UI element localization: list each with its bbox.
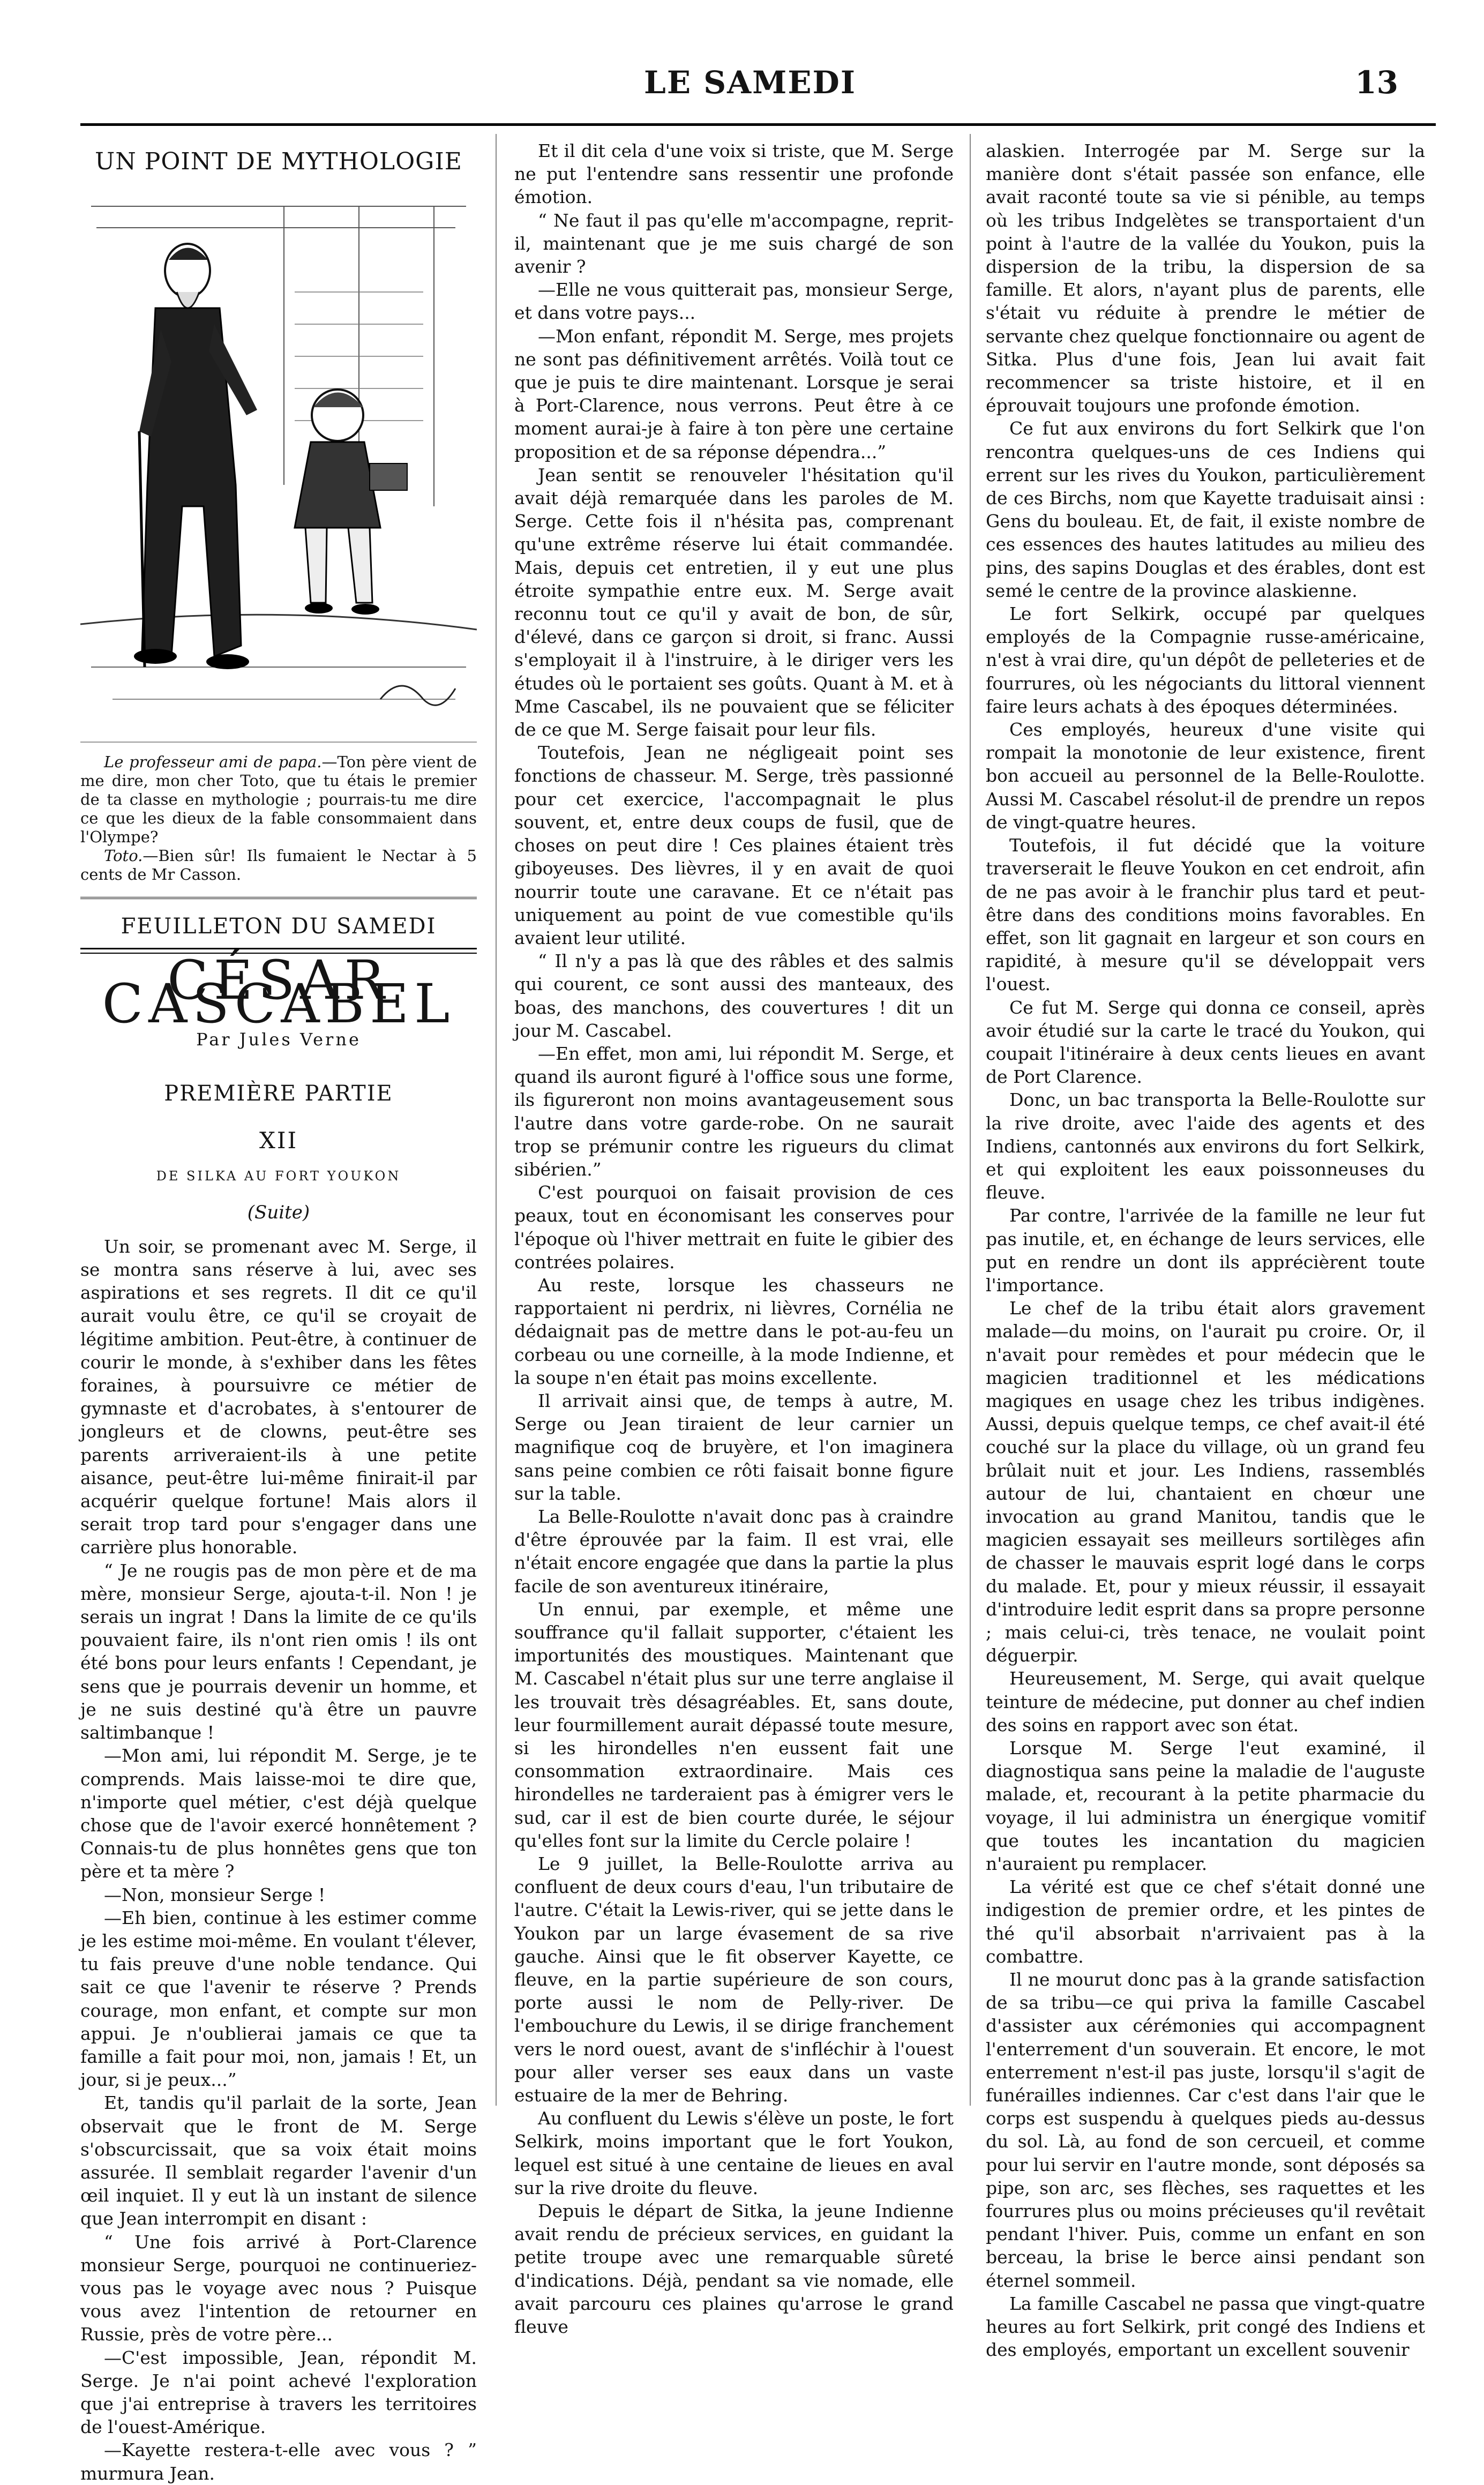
col2-paragraph: Au reste, lorsque les chasseurs ne rapportaient ni perdrix, ni lièvres, Cornélia ne dédaignait pas de mettre dans le pot-au-feu un corbeau ou une corneille, à la mode Indienne, et la soupe n'en était pas moins excellente. — [514, 1274, 954, 1388]
caption-speaker-2: Toto. — [104, 847, 143, 865]
col3-paragraph: Par contre, l'arrivée de la famille ne leur fut pas inutile, et, en échange de leurs services, elle put en rendre un dont ils apprécièrent toute l'importance. — [986, 1205, 1425, 1296]
cartoon-illustration — [80, 185, 477, 753]
col3-paragraph: Le chef de la tribu était alors gravement malade—du moins, on l'aurait pu croire. Or, il n'avait pour remèdes et pour médecin que le magicien traditionnel et les médications magiques en usage chez les tribus indigènes. Aussi, depuis quelque temps, ce chef avait-il été couché sur la place du village, où un grand feu brûlait nuit et jour. Les Indiens, rassemblés autour de lui, chantaient en chœur une invocation au grand Manitou, tandis que le magicien essayait ses meilleurs sortilèges afin de chasser le mauvais esprit logé dans le corps du malade. Et, pour y mieux réussir, il essayait d'introduire ledit esprit dans sa propre personne ; mais celui-ci, très tenace, ne voulait point déguerpir. — [986, 1298, 1425, 1666]
continued-note: (Suite) — [247, 1201, 310, 1223]
col2-paragraph: Le 9 juillet, la Belle-Roulotte arriva au confluent de deux cours d'eau, l'un tributaire de l'autre. C'était la Lewis-river, qui se jette dans le Youkon par un large évasement de sa rive gauche. Ainsi que le fit observer Kayette, ce fleuve, en la partie supérieure de son cours, porte aussi le nom de Pelly-river. De l'embouchure du Lewis, il se dirige franchement vers le nord ouest, avant de s'infléchir à l'ouest pour aller verser ses eaux dans un vaste estuaire de la mer de Behring. — [514, 1853, 954, 2106]
page-number: 13 — [1355, 64, 1398, 101]
col2-paragraph: Et il dit cela d'une voix si triste, que M. Serge ne put l'entendre sans ressentir une profonde émotion. — [514, 140, 954, 208]
col3-paragraph: Heureusement, M. Serge, qui avait quelque teinture de médecine, put donner au chef indien des soins en rapport avec son état. — [986, 1668, 1425, 1735]
cartoon-caption — [80, 753, 477, 884]
feuilleton-heading: FEUILLETON DU SAMEDI — [121, 914, 437, 939]
col3-paragraph: La famille Cascabel ne passa que vingt-quatre heures au fort Selkirk, prit congé des Indiens et des employés, emportant un excellent souvenir — [986, 2293, 1425, 2361]
page-header — [80, 64, 1420, 118]
col1-paragraph: “ Je ne rougis pas de mon père et de ma mère, monsieur Serge, ajouta-t-il. Non ! je serais un ingrat ! Dans la limite de ce qu'ils pouvaient faire, ils n'ont rien omis ! ils ont été bons pour leurs enfants ! Cependant, je sens que je pourrais devenir un homme, et je ne suis destiné qu'à être un pauvre saltimbanque ! — [80, 1560, 477, 1743]
col2-paragraph: —Mon enfant, répondit M. Serge, mes projets ne sont pas définitivement arrêtés. Voilà tout ce que je puis te dire maintenant. Lorsque je serai à Port-Clarence, nous verrons. Peut être à ce moment aurai-je à faire à ton père une certaine proposition et de sa réponse dépendra...” — [514, 325, 954, 462]
col3-paragraph: Le fort Selkirk, occupé par quelques employés de la Compagnie russe-américaine, n'est à vrai dire, qu'un dépôt de pelleteries et de fourrures, où les négociants du littoral viennent faire leurs achats à des époques déterminées. — [986, 603, 1425, 717]
column-divider-1 — [496, 134, 497, 2106]
col2-paragraph: “ Il n'y a pas là que des râbles et des salmis qui courent, ce sont aussi des manteaux, des boas, des manchons, des couvertures ! dit un jour M. Cascabel. — [514, 950, 954, 1041]
column-2 — [514, 139, 954, 2338]
col3-paragraph: alaskien. Interrogée par M. Serge sur la manière dont s'était passée son enfance, elle avait raconté toute sa vie si pénible, au temps où les tribus Indgelètes se transportaient d'un point à l'autre de la vallée du Youkon, puis la dispersion de la tribu, la dispersion de sa famille. Et alors, n'ayant plus de parents, elle s'était vu réduite à prendre le métier de servante chez quelque fonctionnaire ou agent de Sitka. Plus d'une fois, Jean lui avait fait recommencer sa triste histoire, et il en éprouvait toujours une profonde émotion. — [986, 140, 1425, 416]
col3-paragraph: Ces employés, heureux d'une visite qui rompait la monotonie de leur existence, firent bon accueil au personnel de la Belle-Roulotte. Aussi M. Cascabel résolut-il de prendre un repos de vingt-quatre heures. — [986, 719, 1425, 833]
col3-paragraph: Donc, un bac transporta la Belle-Roulotte sur la rive droite, avec l'aide des agents et des Indiens, cantonnés aux environs du fort Selkirk, et qui exploitent les eaux poissonneuses du fleuve. — [986, 1089, 1425, 1203]
col1-paragraph: —Mon ami, lui répondit M. Serge, je te comprends. Mais laisse-moi te dire que, n'importe quel métier, c'est déjà quelque chose que de l'avoir exercé honnêtement ? Connais-tu de plus honnêtes gens que ton père et ta mère ? — [80, 1745, 477, 1882]
col2-paragraph: —En effet, mon ami, lui répondit M. Serge, et quand ils auront figuré à l'office sous une forme, ils figureront non moins avantageusement sous l'autre dans votre garde-robe. On ne saurait trop se prémunir contre les rigueurs du climat sibérien.” — [514, 1043, 954, 1180]
serial-author: Par Jules Verne — [196, 1029, 361, 1050]
col3-paragraph: Ce fut M. Serge qui donna ce conseil, après avoir étudié sur la carte le tracé du Youkon, qui coupait l'itinéraire à deux cents lieues en avant de Port Clarence. — [986, 997, 1425, 1088]
col3-paragraph: Ce fut aux environs du fort Selkirk que l'on rencontra quelques-uns de ces Indiens qui errent sur les rives du Youkon, particulièrement de ces Birchs, nom que Kayette traduisait ainsi : Gens du bouleau. Et, de fait, il existe nombre de ces essences des hautes latitudes au milieu des pins, des sapins Douglas et des érables, dont est semé le centre de la province alaskienne. — [986, 418, 1425, 601]
col3-paragraph: Lorsque M. Serge l'eut examiné, il diagnostiqua sans peine la maladie de l'auguste malade, et, recourant à la petite pharmacie du voyage, il lui administra un énergique vomitif que toutes les incantation du magicien n'auraient pu remplacer. — [986, 1738, 1425, 1875]
col1-paragraph: —Eh bien, continue à les estimer comme je les estime moi-même. En voulant t'élever, tu fais preuve d'une noble tendance. Qui sait ce que l'avenir te réserve ? Prends courage, mon enfant, et compte sur mon appui. Je n'oublierai jamais ce que ta famille a fait pour moi, non, jamais ! Et, un jour, si je peux...” — [80, 1907, 477, 2091]
column-divider-2 — [970, 134, 971, 2106]
col1-paragraph: Et, tandis qu'il parlait de la sorte, Jean observait que le front de M. Serge s'obscurcissait, que sa voix était moins assurée. Il semblait regarder l'avenir d'un œil inquiet. Il y eut là un instant de silence que Jean interrompit en disant : — [80, 2092, 477, 2229]
col1-paragraph: —Non, monsieur Serge ! — [104, 1884, 326, 1905]
col3-paragraph: Toutefois, il fut décidé que la voiture traverserait le fleuve Youkon en cet endroit, afin de ne pas avoir à le franchir plus tard et peut-être dans des conditions moins favorables. En effet, son lit gagnait en largeur et son cours en rapidité, à mesure qu'il se développait vers l'ouest. — [986, 835, 1425, 995]
caption-text-1: —Ton père vient de me dire, mon cher Toto, que tu étais le premier de ta classe en mythologie ; pourrais-tu me dire ce que les dieux de la fable consommaient dans l'Olympe? — [80, 753, 477, 847]
newspaper-title: LE SAMEDI — [644, 64, 856, 101]
col3-paragraph: Il ne mourut donc pas à la grande satisfaction de sa tribu—ce qui priva la famille Cascabel d'assister aux cérémonies qui accompagnent l'enterrement d'un souverain. Et encore, le mot enterrement n'est-il pas juste, lorsqu'il s'agit de funérailles indiennes. Car c'est dans l'air que le corps est suspendu à quelques pieds au-dessus du sol. Là, au fond de son cercueil, et comme pour lui servir en l'autre monde, sont déposés sa pipe, son arc, ses flèches, ses raquettes et les fourrures plus ou moins précieuses qu'il revêtait pendant l'hiver. Puis, comme un enfant en son berceau, la brise le berce ainsi pendant son éternel sommeil. — [986, 1969, 1425, 2291]
col1-paragraph: Un soir, se promenant avec M. Serge, il se montra sans réserve à lui, avec ses aspirations et ses regrets. Il dit ce qu'il aurait voulu être, ce qu'il se croyait de légitime ambition. Peut-être, à continuer de courir le monde, à s'exhiber dans les fêtes foraines, à poursuivre ce métier de gymnaste et d'acrobates, à s'entourer de jongleurs et de clowns, peut-être ses parents arriveraient-ils à une petite aisance, peut-être lui-même finirait-il par acquérir quelque fortune! Mais alors il serait trop tard pour s'engager dans une carrière plus honorable. — [80, 1236, 477, 1558]
column-3 — [986, 139, 1425, 2362]
col1-paragraph: —Kayette restera-t-elle avec vous ? ” murmura Jean. — [80, 2439, 477, 2484]
col2-paragraph: Depuis le départ de Sitka, la jeune Indienne avait rendu de précieux services, en guidant la petite troupe avec une remarquable sûreté d'indications. Déjà, pendant sa vie nomade, elle avait parcouru ces plaines qu'arrose le grand fleuve — [514, 2200, 954, 2338]
col1-paragraph: “ Une fois arrivé à Port-Clarence monsieur Serge, pourquoi ne continueriez-vous pas le voyage avec nous ? Puisque vous avez l'intention de retourner en Russie, près de votre père... — [80, 2231, 477, 2345]
col2-paragraph: “ Ne faut il pas qu'elle m'accompagne, reprit-il, maintenant que je me suis chargé de son avenir ? — [514, 209, 954, 278]
col2-paragraph: Un ennui, par exemple, et même une souffrance qu'il fallait supporter, c'étaient les importunités des moustiques. Maintenant que M. Cascabel n'était plus sur une terre anglaise il les trouvait très désagréables. Et, sans doute, leur fourmillement aurait dépassé toute mesure, si les hirondelles n'en eussent fait une consommation extraordinaire. Mais ces hirondelles ne tarderaient pas à émigrer vers le sud, car il est de bien courte durée, le séjour qu'elles font sur la limite du Cercle polaire ! — [514, 1598, 954, 1851]
chapter-number: XII — [259, 1127, 298, 1154]
serial-part: PREMIÈRE PARTIE — [164, 1081, 393, 1106]
col2-paragraph: Au confluent du Lewis s'élève un poste, le fort Selkirk, moins important que le fort Youkon, lequel est situé à une centaine de lieues en aval sur la rive droite du fleuve. — [514, 2108, 954, 2198]
col2-paragraph: Jean sentit se renouveler l'hésitation qu'il avait déjà remarquée dans les paroles de M. Serge. Cette fois il n'hésita pas, comprenant qu'une extrême réserve lui était commandée. Mais, depuis cet entretien, il y eut une plus étroite sympathie entre eux. M. Serge avait reconnu tout ce qu'il y avait de bon, de sûr, d'élevé, dans ce garçon si droit, si franc. Aussi s'employait il à l'instruire, à le diriger vers les études où le portaient ses goûts. Quant à M. et à Mme Cascabel, ils ne pouvaient que se féliciter de ce que M. Serge faisait pour leur fils. — [514, 464, 954, 740]
chapter-title: DE SILKA AU FORT YOUKON — [156, 1169, 401, 1184]
caption-speaker-1: Le professeur ami de papa. — [104, 753, 322, 772]
col2-paragraph: La Belle-Roulotte n'avait donc pas à craindre d'être éprouvée par la faim. Il est vrai, elle n'était encore engagée que dans la partie la plus facile de son aventureux itinéraire, — [514, 1506, 954, 1597]
col2-paragraph: C'est pourquoi on faisait provision de ces peaux, tout en économisant les conserves pour l'époque où l'hiver mettrait en fuite le gibier des contrées polaires. — [514, 1182, 954, 1273]
column-1 — [80, 139, 477, 2485]
mythology-title: UN POINT DE MYTHOLOGIE — [95, 148, 462, 175]
section-divider — [80, 897, 477, 902]
header-rule — [80, 123, 1436, 126]
col2-paragraph: —Elle ne vous quitterait pas, monsieur Serge, et dans votre pays... — [514, 279, 954, 324]
caption-text-2: —Bien sûr! Ils fumaient le Nectar à 5 cents de Mr Casson. — [80, 847, 477, 884]
col2-paragraph: Toutefois, Jean ne négligeait point ses fonctions de chasseur. M. Serge, très passionné pour cet exercice, l'accompagnait le plus souvent, et, entre deux coups de fusil, que de choses on peut dire ! Ces plaines étaient très giboyeuses. Des lièvres, il y en avait de quoi nourrir toute une caravane. Et ce n'était pas uniquement au point de vue comestible qu'ils avaient leur utilité. — [514, 742, 954, 948]
col2-paragraph: Il arrivait ainsi que, de temps à autre, M. Serge ou Jean tiraient de leur carnier un magnifique coq de bruyère, et l'on imaginera sans peine combien ce rôti faisait bonne figure sur la table. — [514, 1390, 954, 1504]
col1-paragraph: —C'est impossible, Jean, répondit M. Serge. Je n'ai point achevé l'exploration que j'ai entreprise à travers les territoires de l'ouest-Amérique. — [80, 2347, 477, 2438]
serial-title: CÉSAR CASCABEL — [102, 949, 455, 1035]
col3-paragraph: La vérité est que ce chef s'était donné une indigestion de premier ordre, et les pintes de thé qu'il absorbait n'arrivaient pas à la combattre. — [986, 1876, 1425, 1967]
